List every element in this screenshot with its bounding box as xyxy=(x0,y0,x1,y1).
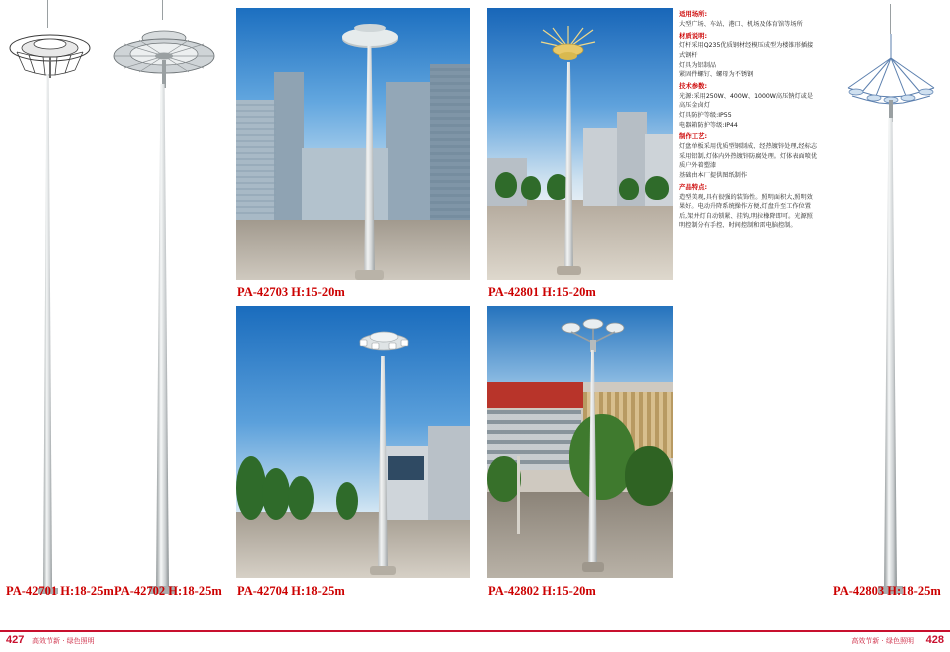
building xyxy=(583,128,619,206)
lamp-crown-icon xyxy=(109,18,219,88)
building xyxy=(274,72,304,220)
pole-top-wire xyxy=(162,0,163,20)
photo-pa-42704 xyxy=(236,306,470,578)
spec-title-parameters: 技术参数: xyxy=(679,81,708,90)
spec-line: 造型美观,具有很强的装饰性。照明面积大,照明效果好。电动升降系统操作方便,灯盘升至工作位置后,架并灯自动锁紧、挂钩,明拉橡降即可。光源照明控制分有手控、时间控制和雷电脑控制。 xyxy=(679,193,813,230)
spec-line: 紧固件螺钉、螺母为不锈钢 xyxy=(679,71,754,79)
tree xyxy=(645,176,669,200)
led-screen xyxy=(388,456,424,480)
caption-pa-42702: PA-42702 H:18-25m xyxy=(114,584,222,598)
tree xyxy=(336,482,358,520)
pole-base xyxy=(355,270,384,280)
street-light xyxy=(517,456,520,534)
lamp-head-detail xyxy=(354,24,386,32)
footer-rule xyxy=(475,630,950,632)
mall-red-facade xyxy=(487,382,583,408)
lamp-crown-icon xyxy=(5,26,95,78)
lamp-pole xyxy=(156,84,169,592)
caption-pa-42704: PA-42704 H:18-25m xyxy=(237,584,345,598)
left-lamp-illustrations xyxy=(0,0,228,600)
lamp-crown-icon xyxy=(537,26,599,68)
tree xyxy=(569,414,635,500)
building xyxy=(428,426,470,520)
footer-tagline-left: 高效节新 · 绿色照明 xyxy=(32,637,95,645)
page-number-right: 428 xyxy=(925,634,944,646)
caption-pa-42802: PA-42802 H:15-20m xyxy=(488,584,596,598)
spec-line: 光源:采用250W、400W、1000W高压钠灯或是高压金卤灯 xyxy=(679,92,814,110)
spec-line: 灯具防护等级:IP55 xyxy=(679,112,732,120)
spec-title-features: 产品特点: xyxy=(679,182,708,191)
tree xyxy=(288,476,314,520)
lamp-pole xyxy=(884,118,897,592)
pole-base xyxy=(582,562,604,572)
footer-tagline-right: 高效节新 · 绿色照明 xyxy=(851,637,914,645)
building-windows xyxy=(430,68,470,218)
lamp-head-icon xyxy=(356,326,412,358)
spec-title-application: 适用场所: xyxy=(679,10,708,18)
spec-line: 电器箱防护等级:IP44 xyxy=(679,121,738,129)
footer-left xyxy=(0,630,475,652)
spec-title-process: 制作工艺: xyxy=(679,132,708,141)
tree xyxy=(625,446,673,506)
tree xyxy=(619,178,639,200)
caption-pa-42703: PA-42703 H:15-20m xyxy=(237,285,345,299)
building xyxy=(302,148,388,220)
tree xyxy=(521,176,541,200)
footer-rule xyxy=(0,630,475,632)
pole-base xyxy=(557,266,581,275)
caption-pa-42801: PA-42801 H:15-20m xyxy=(488,285,596,299)
spec-line: 灯具为铝制品 xyxy=(679,61,717,69)
tree xyxy=(262,468,290,520)
photo-pa-42802 xyxy=(487,306,673,578)
right-lamp-illustration xyxy=(824,0,950,600)
spec-line: 基础由本厂提供图纸制作 xyxy=(679,172,748,179)
plaza-ground xyxy=(236,512,470,578)
spec-line: 大型广场、车站、港口、机场及体育馆等场所 xyxy=(679,20,803,28)
spec-line: 灯盘单板采用优质型钢制成、经热镀锌处理,经标志采用铝制,灯体内外热镀锌防腐处理。灯体表面喷优质户外着塑漆 xyxy=(679,143,818,170)
lamp-multi-head-icon xyxy=(561,318,625,352)
spec-title-material: 材质说明: xyxy=(679,31,708,40)
building-windows xyxy=(236,104,276,218)
pole-base xyxy=(370,566,396,575)
caption-pa-42803: PA-42803 H:18-25m xyxy=(833,584,941,598)
plaza-ground xyxy=(236,214,470,280)
caption-pa-42701: PA-42701 H:18-25m xyxy=(6,584,114,598)
page-number-left: 427 xyxy=(6,634,25,646)
spec-line: 灯杆采用Q235优质钢材经模压成型为楼锥形插接式钢杆 xyxy=(679,42,814,60)
photo-pa-42801 xyxy=(487,8,673,280)
lamp-crown-icon xyxy=(836,30,946,122)
specification-panel xyxy=(679,8,819,296)
tree xyxy=(495,172,517,198)
tree xyxy=(487,456,521,502)
building xyxy=(386,82,432,220)
lamp-illustration-42701 xyxy=(0,0,110,600)
pole-top-wire xyxy=(47,0,48,28)
lamp-illustration-42702 xyxy=(105,0,225,600)
lamp-pole xyxy=(43,74,52,594)
photo-pa-42703 xyxy=(236,8,470,280)
footer-right xyxy=(475,630,950,652)
